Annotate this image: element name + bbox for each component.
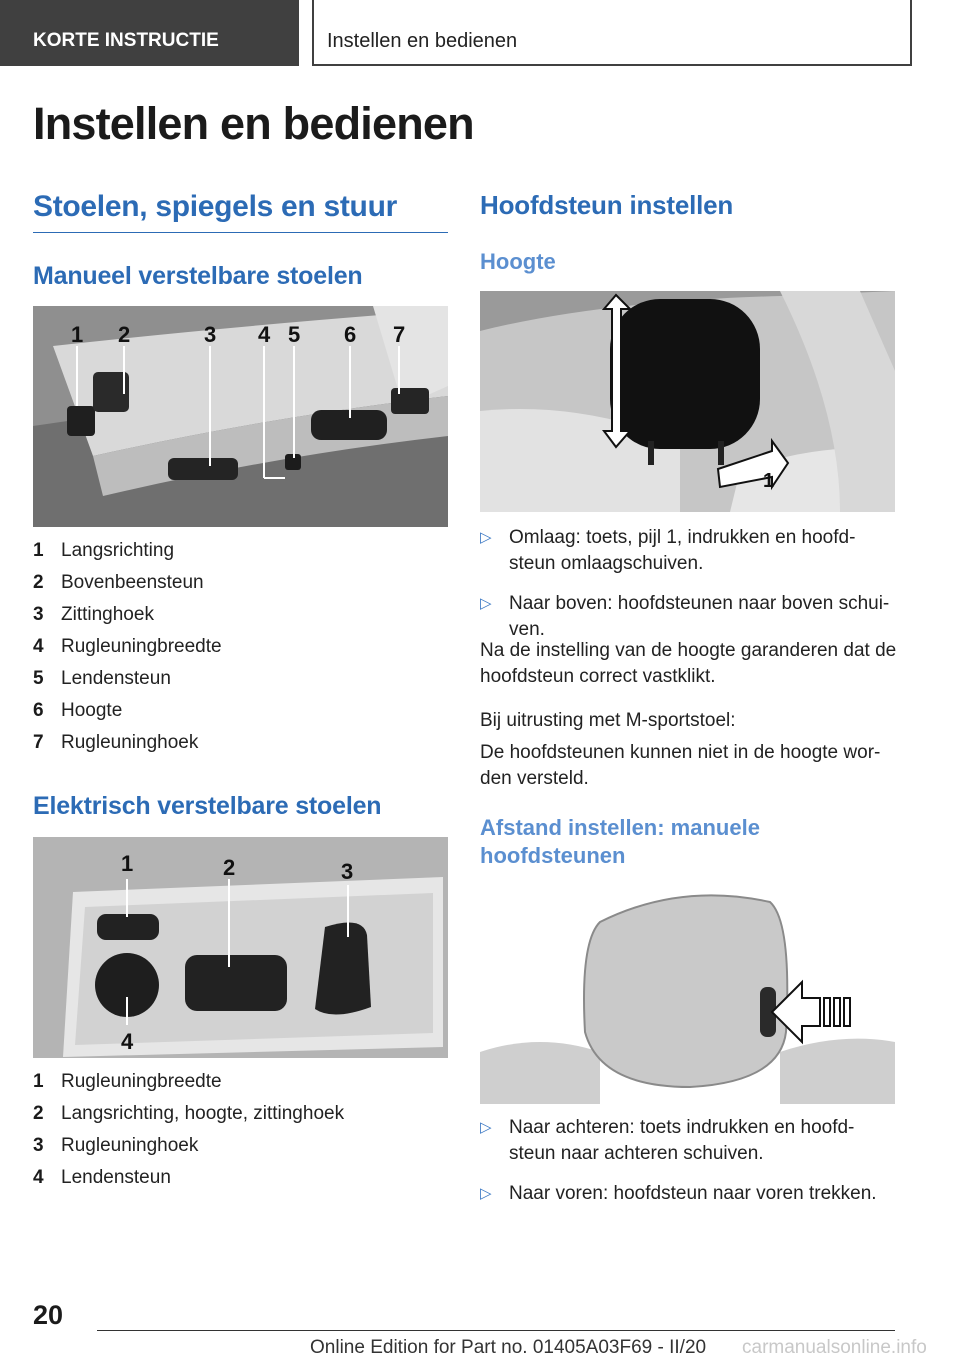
bullet-triangle-icon: ▷ [480,595,492,612]
footer-divider [97,1330,895,1331]
right-column [480,190,897,1204]
callout-1: 1 [763,470,775,492]
callout-4: 4 [258,322,271,347]
list-item: 4 Rugleuningbreedte [33,636,222,657]
list-item: 2 Bovenbeensteun [33,572,204,593]
list-item: ▷ Naar boven: hoofdsteunen naar boven schui-ven. [480,593,890,640]
callout-4: 4 [121,1029,134,1054]
electric-seat-legend [33,1066,344,1194]
list-item: 6 Hoogte [33,700,123,721]
callout-3: 3 [204,322,217,347]
topic-label: Instellen en bedienen [312,0,912,66]
headrest-height-figure [480,291,895,512]
list-item: ▷ Naar achteren: toets indrukken en hoofd-steun naar achteren schuiven. [480,1117,855,1164]
electric-seats-heading: Elektrisch verstelbare stoelen [33,792,382,820]
distance-bullets [480,1115,898,1221]
list-item: 3 Rugleuninghoek [33,1135,199,1156]
list-item: 4 Lendensteun [33,1167,171,1188]
left-column [33,190,448,1188]
callout-7: 7 [393,322,406,347]
height-note: Na de instelling van de hoogte garanderen dat de hoofdsteun correct vastklikt. [480,640,897,687]
page-title: Instellen en bedienen [33,98,474,149]
list-item: 3 Zittinghoek [33,604,154,625]
list-item: ▷ Naar voren: hoofdsteun naar voren trekken. [480,1181,898,1207]
list-item: 2 Langsrichting, hoogte, zittinghoek [33,1103,345,1124]
list-item: 1 Rugleuningbreedte [33,1071,222,1092]
list-item: ▷ Omlaag: toets, pijl 1, indrukken en hoofd-steun omlaagschuiven. [480,527,856,574]
manual-seats-heading: Manueel verstelbare stoelen [33,262,363,290]
list-item: 5 Lendensteun [33,668,171,689]
watermark: carmanualsonline.info [742,1337,927,1358]
list-item: 7 Rugleuninghoek [33,732,199,753]
electric-seat-figure [33,837,448,1058]
bullet-triangle-icon: ▷ [480,1119,492,1136]
edition-label: Online Edition for Part no. 01405A03F69 - II/20 [310,1337,707,1358]
callout-2: 2 [223,855,236,880]
callout-1: 1 [121,851,134,876]
page-number: 20 [33,1300,64,1330]
headrest-heading: Hoofdsteun instellen [480,190,734,220]
callout-1: 1 [71,322,84,347]
distance-heading: Afstand instellen: manuele hoofdsteunen [480,815,760,868]
height-heading: Hoogte [480,249,556,274]
callout-3: 3 [341,859,354,884]
list-item: 1 Langsrichting [33,540,175,561]
chapter-heading: Stoelen, spiegels en stuur [33,190,448,233]
headrest-distance-figure [480,882,895,1104]
page-header [0,0,960,66]
bullet-triangle-icon: ▷ [480,529,492,546]
bullet-triangle-icon: ▷ [480,1185,492,1202]
m-sport-detail: De hoofdsteunen kunnen niet in de hoogte wor-den versteld. [480,742,881,789]
m-sport-note: Bij uitrusting met M-sportstoel: [480,710,736,731]
section-label: KORTE INSTRUCTIE [0,0,299,66]
callout-5: 5 [288,322,301,347]
callout-6: 6 [344,322,357,347]
callout-2: 2 [118,322,131,347]
manual-seat-legend [33,535,222,759]
manual-seat-figure [33,306,448,527]
